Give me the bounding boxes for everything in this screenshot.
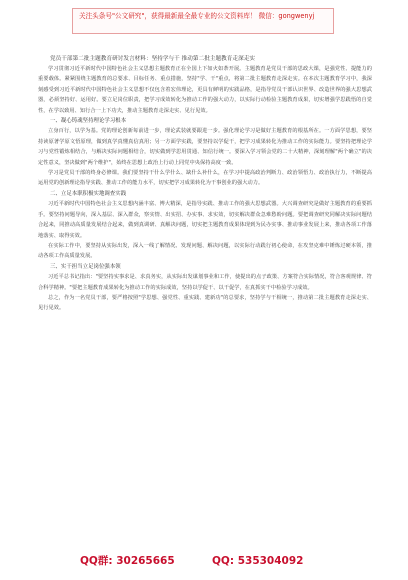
header-banner <box>72 8 334 34</box>
section-3-paragraph: 习近平总书记指出："要坚持实事求是、求真务实，从实际出发谋划事业和工作，使提出的点子政策、方案符合实际情况，符合客观规律、符合科学精神。"要把主题教育成果转化为推动工作的实际成效，坚持以学促干、以干促学，在真抓实干中检验学习成效。 <box>38 274 372 291</box>
section-1-paragraph: 学习是党员干部的终身必修课。我们要坚持干什么学什么、缺什么补什么，在学习中提高政治判断力、政治领悟力、政治执行力，不断提高运用党的创新理论指导实践、推动工作的能力水平，切实把学习成果转化为干事创业的强大动力。 <box>38 170 372 187</box>
section-3-heading: 三、实干担当立足岗位强本领 <box>50 263 121 270</box>
banner-line-1: 关注头条号"公文研究"，获得最新最全最专业的公文资料库！ 微信：gongwenyj <box>79 12 315 20</box>
qq-number: QQ: 535304092 <box>212 555 304 567</box>
section-1-heading: 一、凝心铸魂坚持理论学习根本 <box>50 118 127 125</box>
document-title: 党员干部第二批主题教育研讨发言材料：坚持学与干 推动第二批主题教育走深走实 <box>50 56 256 62</box>
intro-paragraph: 学习贯彻习近平新时代中国特色社会主义思想主题教育正在全国上下如火如荼开展。主题教育是党员干部的思政大课，是强党性、提能力的重要载体。紧紧围绕主题教育的总要求、目标任务、重点措施，坚持"学、干"重点，将第二批主题教育走深走实。在本次主题教育学习中，我深刻感受到习近平新时代中国特色社会主义思想不仅包含着宏伟理论，更具有鲜明的实践品格，是指导党员干部认识世界、改造世界的强大思想武器，必须坚持好、运用好。要立足岗位职责，把学习成效转化为推动工作的强大动力，以实际行动检验主题教育成果，切实增强学思践悟的自觉性，在学以致用、知行合一上下功夫，推动主题教育走深走实、见行见效。 <box>38 66 372 114</box>
section-2-heading: 二、立足本职积极实地调查实践 <box>50 190 127 197</box>
section-2-paragraph: 在实际工作中，要坚持从实际出发，深入一线了解情况、发现问题、解决问题，以实际行动践行初心使命，在攻坚克难中锤炼过硬本领，推动各项工作高质量发展。 <box>38 242 372 260</box>
qq-group-number: QQ群: 30265665 <box>80 555 175 567</box>
section-1-paragraph: 立身百行，以学为基。党的理论创新每前进一步，理论武装就要跟进一步。强化理论学习是做好主题教育的根基所在。一方面学思想，要坚持读原著学原文悟原理，做到真学真懂真信真用；另一方面学实践，要坚持以学促干，把学习成果转化为推动工作的实际能力。要坚持把理论学习与党性锻炼相结合，与解决实际问题相结合，切实做到学思用贯通、知信行统一。要深入学习领会党的二十大精神，深刻理解"两个确立"的决定性意义，坚决做到"两个维护"，始终在思想上政治上行动上同党中央保持高度一致。 <box>38 128 372 166</box>
section-3-paragraph: 总之，作为一名党员干部，要严格按照"学思想、强党性、重实践、建新功"的总要求，坚持学与干相统一，推动第二批主题教育走深走实、见行见效。 <box>38 294 372 312</box>
section-2-paragraph: 习近平新时代中国特色社会主义思想内涵丰富、博大精深，是指导实践、推动工作的强大思想武器。大兴调查研究是做好主题教育的重要抓手。要坚持问题导向，深入基层、深入群众，察实情、出实招、办实事、求实效，切实解决群众急难愁盼问题。要把调查研究同解决实际问题结合起来，同推动高质量发展结合起来，做到真调研、真解决问题，切实把主题教育成果体现到为民办实事、推动事业发展上来，推动各项工作落地落实、取得实效。 <box>38 201 372 239</box>
document-body <box>38 54 372 314</box>
footer-contact <box>72 554 342 570</box>
